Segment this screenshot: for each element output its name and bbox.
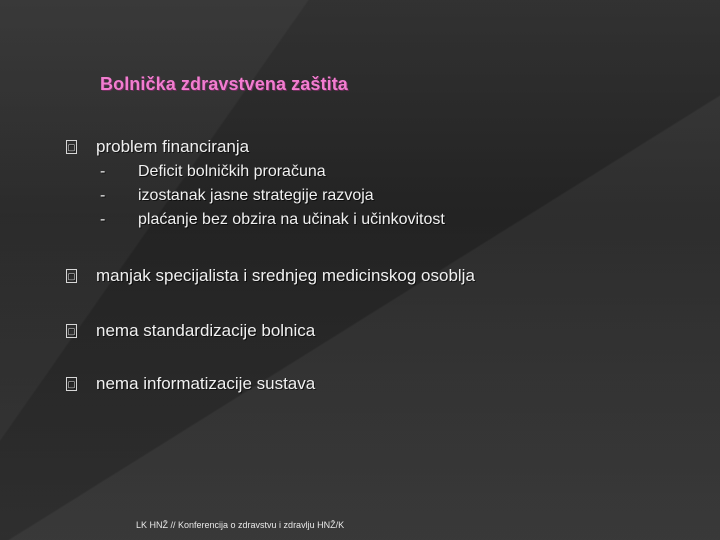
square-bullet-icon: ▢ bbox=[67, 326, 76, 336]
sub-point-label: plaćanje bez obzira na učinak i učinkovitost bbox=[138, 211, 445, 228]
slide-title: Bolnička zdravstvena zaštita bbox=[100, 74, 348, 94]
main-point-label: nema informatizacije sustava bbox=[96, 374, 316, 393]
sub-point-label: Deficit bolničkih proračuna bbox=[138, 163, 326, 180]
square-bullet-icon: ▢ bbox=[67, 271, 76, 281]
main-point-label: problem financiranja bbox=[96, 137, 250, 156]
sub-point-label: izostanak jasne strategije razvoja bbox=[138, 187, 374, 204]
dash-bullet-icon: - bbox=[100, 187, 106, 204]
square-bullet-icon: ▢ bbox=[67, 142, 76, 152]
square-bullet-icon: ▢ bbox=[67, 379, 76, 389]
dash-bullet-icon: - bbox=[100, 163, 106, 180]
main-point-label: manjak specijalista i srednjeg medicinskog osoblja bbox=[96, 266, 475, 285]
main-point-label: nema standardizacije bolnica bbox=[96, 321, 316, 340]
dash-bullet-icon: - bbox=[100, 211, 106, 228]
slide-footer: LK HNŽ // Konferencija o zdravstvu i zdravlju HNŽ/K bbox=[136, 520, 345, 530]
